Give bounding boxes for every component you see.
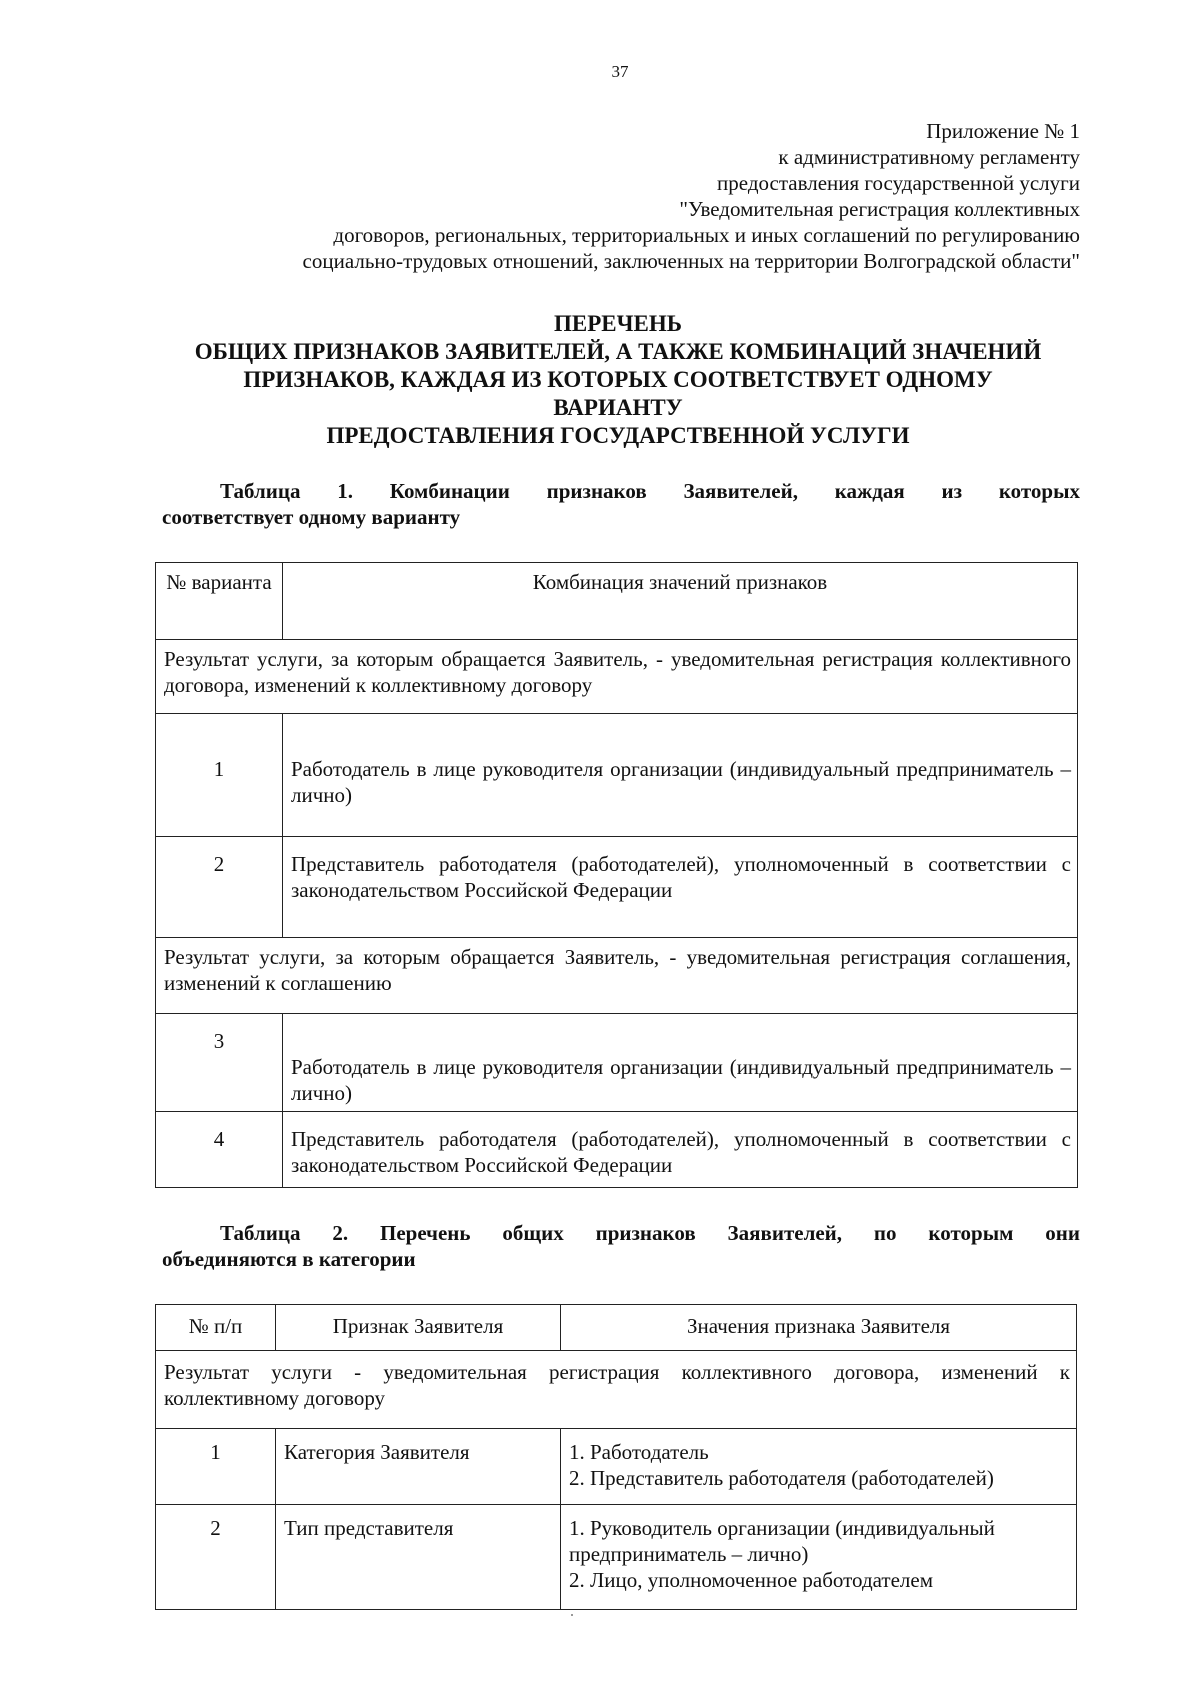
- row-text: Представитель работодателя (работодателей), уполномоченный в соответствии с законодательством Российской Федерации: [291, 852, 1071, 902]
- title-line: ВАРИАНТУ: [553, 395, 683, 420]
- page-number: 37: [611, 62, 629, 81]
- table1-header-combination: Комбинация значений признаков: [283, 563, 1078, 640]
- table1-header-number: № варианта: [156, 563, 283, 640]
- result-text: Результат услуги, за которым обращается Заявитель, - уведомительная регистрация коллективного договора, изменений к коллективному договору: [164, 647, 1071, 697]
- title-line: ПЕРЕЧЕНЬ: [554, 311, 682, 336]
- table1-result-row: [156, 640, 1078, 714]
- table1-caption-line: Таблица 1. Комбинации признаков Заявителей, каждая из которых: [220, 479, 1080, 503]
- appendix-line: предоставления государственной услуги: [717, 171, 1080, 195]
- document-title: [150, 310, 1086, 450]
- table2-header-values: Значения признака Заявителя: [561, 1305, 1077, 1351]
- table2-result-row: [156, 1351, 1077, 1429]
- table1-row-number: 4: [156, 1112, 283, 1188]
- table1-row-number: 3: [156, 1014, 283, 1112]
- appendix-line: "Уведомительная регистрация коллективных: [679, 197, 1080, 221]
- table2-row-values: [561, 1429, 1077, 1505]
- table1-row-text: [283, 1014, 1078, 1112]
- row-text: Представитель работодателя (работодателей), уполномоченный в соответствии с законодательством Российской Федерации: [291, 1127, 1071, 1177]
- table2-header-attribute: Признак Заявителя: [276, 1305, 561, 1351]
- value-item: 1. Работодатель: [569, 1440, 709, 1464]
- table2-row-attribute: Тип представителя: [276, 1505, 561, 1610]
- title-line: ПРЕДОСТАВЛЕНИЯ ГОСУДАРСТВЕННОЙ УСЛУГИ: [326, 423, 910, 448]
- table2-row-number: 1: [156, 1429, 276, 1505]
- table1-result-row: [156, 938, 1078, 1014]
- value-item: 2. Лицо, уполномоченное работодателем: [569, 1568, 934, 1592]
- result-text: Результат услуги, за которым обращается Заявитель, - уведомительная регистрация соглашения, изменений к соглашению: [164, 945, 1071, 995]
- result-text: Результат услуги - уведомительная регистрация коллективного договора, изменений к коллективному договору: [164, 1360, 1070, 1410]
- table2-row-values: [561, 1505, 1077, 1610]
- scan-dot: [571, 1614, 573, 1616]
- table1-row-number: 2: [156, 837, 283, 938]
- value-item: 2. Представитель работодателя (работодателей): [569, 1466, 994, 1490]
- row-text: Работодатель в лице руководителя организации (индивидуальный предприниматель – лично): [291, 757, 1071, 807]
- appendix-line: к административному регламенту: [778, 145, 1080, 169]
- value-item: 1. Руководитель организации (индивидуальный предприниматель – лично): [569, 1516, 995, 1566]
- table1-row-text: [283, 1112, 1078, 1188]
- appendix-line: договоров, региональных, территориальных и иных соглашений по регулированию: [333, 223, 1080, 247]
- table1-caption: [162, 478, 1080, 530]
- table1-row-text: [283, 837, 1078, 938]
- table1-row-text: [283, 714, 1078, 837]
- table2-row-attribute: Категория Заявителя: [276, 1429, 561, 1505]
- table2-header-number: № п/п: [156, 1305, 276, 1351]
- table1-row-number: 1: [156, 714, 283, 837]
- title-line: ПРИЗНАКОВ, КАЖДАЯ ИЗ КОТОРЫХ СООТВЕТСТВУЕТ ОДНОМУ: [243, 367, 993, 392]
- table1: [155, 562, 1078, 1188]
- appendix-line: социально-трудовых отношений, заключенных на территории Волгоградской области": [302, 249, 1080, 273]
- table2-row-number: 2: [156, 1505, 276, 1610]
- appendix-line: Приложение № 1: [926, 119, 1080, 143]
- table2-caption-line: объединяются в категории: [162, 1247, 416, 1271]
- title-line: ОБЩИХ ПРИЗНАКОВ ЗАЯВИТЕЛЕЙ, А ТАКЖЕ КОМБИНАЦИЙ ЗНАЧЕНИЙ: [194, 339, 1042, 364]
- row-text: Работодатель в лице руководителя организации (индивидуальный предприниматель – лично): [291, 1055, 1071, 1105]
- table1-caption-line: соответствует одному варианту: [162, 505, 461, 529]
- table2-caption-line: Таблица 2. Перечень общих признаков Заявителей, по которым они: [220, 1221, 1080, 1245]
- table2-caption: [162, 1220, 1080, 1272]
- appendix-header: [80, 118, 1080, 274]
- table2: [155, 1304, 1077, 1610]
